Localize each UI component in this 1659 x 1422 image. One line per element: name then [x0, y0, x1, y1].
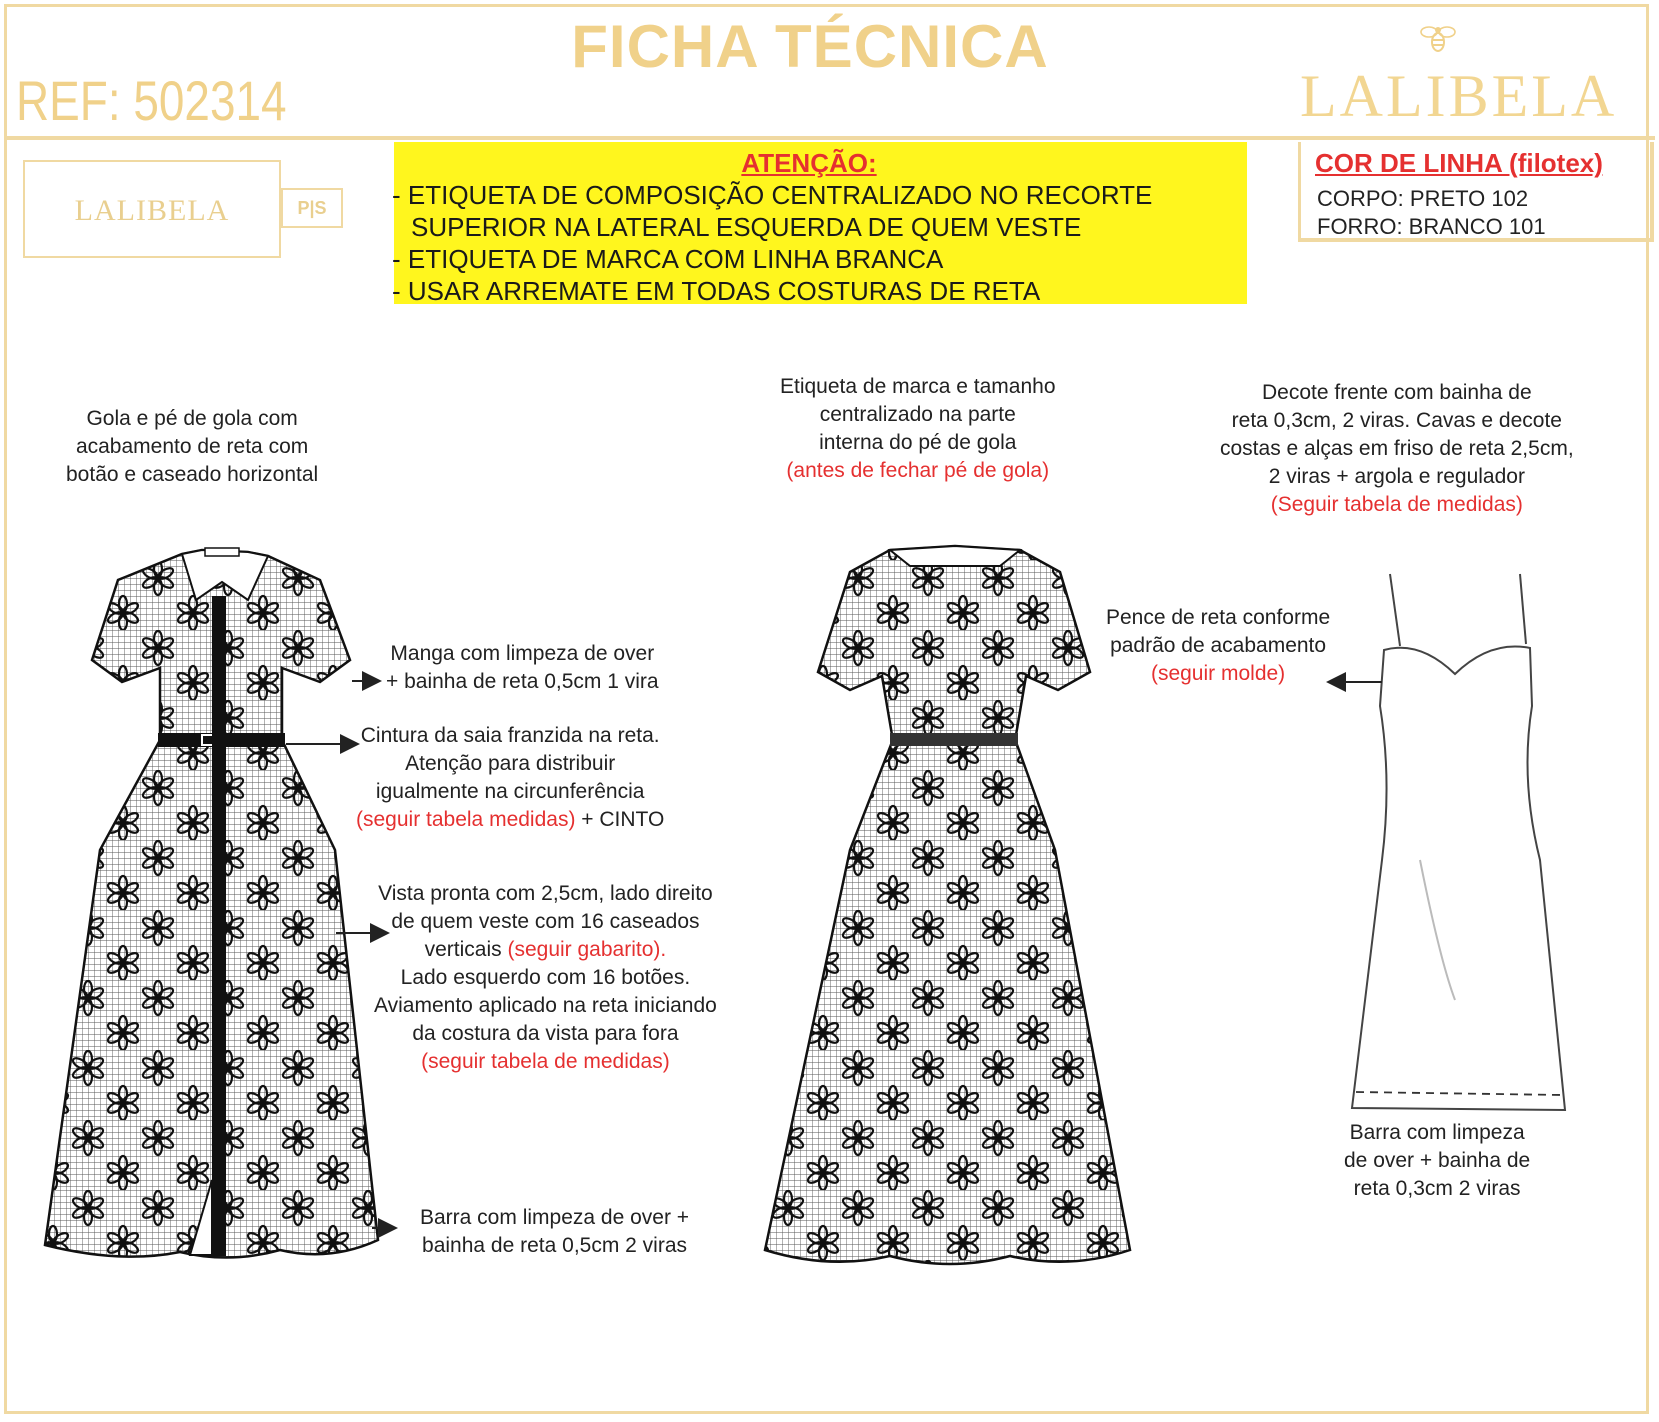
- thread-lining-color: FORRO: BRANCO 101: [1317, 214, 1546, 239]
- reference-code: REF: 502314: [16, 69, 287, 132]
- size-tag: P|S: [281, 188, 343, 228]
- attention-line-2: SUPERIOR NA LATERAL ESQUERDA DE QUEM VESTE: [411, 212, 1082, 242]
- note-collar: Gola e pé de gola com acabamento de reta com botão e caseado horizontal: [66, 407, 319, 486]
- front-dress-drawing: [45, 548, 378, 1258]
- note-waist: Cintura da saia franzida na reta. Atenção para distribuir igualmente na circunferência (seguir tabela medidas) + CINTO: [356, 724, 665, 831]
- attention-line-4: - USAR ARREMATE EM TODAS COSTURAS DE RETA: [392, 276, 1041, 306]
- brand-logo: LALIBELA: [1300, 63, 1618, 129]
- note-neckline: Decote frente com bainha de reta 0,3cm, 2 viras. Cavas e decote costas e alças em friso de reta 2,5cm, 2 viras + argola e regulador (Seguir tabela de medidas): [1220, 381, 1574, 516]
- note-hem-lining: Barra com limpeza de over + bainha de reta 0,3cm 2 viras: [1344, 1121, 1531, 1200]
- attention-line-1: - ETIQUETA DE COMPOSIÇÃO CENTRALIZADO NO RECORTE: [392, 180, 1153, 210]
- back-dress-drawing: [765, 546, 1130, 1264]
- thread-body-color: CORPO: PRETO 102: [1317, 186, 1529, 211]
- note-placket: Vista pronta com 2,5cm, lado direito de quem veste com 16 caseados verticais (seguir gabarito). Lado esquerdo com 16 botões. Aviamento aplicado na reta iniciando da costura da vista para fora (seguir tabela de medidas): [374, 882, 717, 1073]
- note-dart: Pence de reta conforme padrão de acabamento (seguir molde): [1106, 606, 1331, 685]
- thread-heading: COR DE LINHA (filotex): [1315, 148, 1603, 178]
- note-sleeve: Manga com limpeza de over + bainha de reta 0,5cm 1 vira: [386, 642, 659, 693]
- lining-slip-drawing: [1352, 574, 1565, 1110]
- note-brand-label: Etiqueta de marca e tamanho centralizado na parte interna do pé de gola (antes de fechar pé de gola): [780, 375, 1056, 482]
- attention-heading: ATENÇÃO:: [741, 148, 877, 178]
- attention-line-3: - ETIQUETA DE MARCA COM LINHA BRANCA: [392, 244, 944, 274]
- note-hem-front: Barra com limpeza de over + bainha de reta 0,5cm 2 viras: [420, 1206, 690, 1257]
- label-brand-text: LALIBELA: [74, 194, 230, 227]
- page-title: FICHA TÉCNICA: [571, 13, 1049, 80]
